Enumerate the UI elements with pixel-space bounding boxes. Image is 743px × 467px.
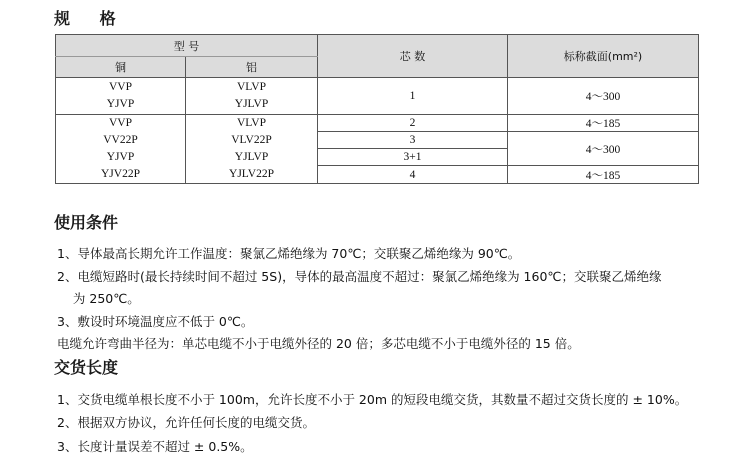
aluminum-model: YJLV22P: [229, 168, 274, 180]
copper-model: VVP: [108, 81, 132, 93]
aluminum-model: VLV22P: [231, 134, 272, 146]
group1-aluminum-cell: [186, 78, 318, 115]
area-value: 4～185: [508, 166, 699, 184]
aluminum-model: YJLVP: [234, 98, 269, 110]
copper-model: YJVP: [106, 151, 135, 163]
cores-value: 2: [318, 115, 508, 132]
copper-model: VV22P: [103, 134, 138, 146]
cores-value: 4: [318, 166, 508, 184]
condition-line: 电缆允许弯曲半径为：单芯电缆不小于电缆外径的 20 倍；多芯电缆不小于电缆外径的 15 倍。: [57, 336, 580, 351]
header-aluminum: 铝: [186, 57, 318, 78]
conditions-section-title: 使用条件: [54, 213, 119, 232]
header-area: 标称截面(mm²): [508, 35, 699, 78]
cores-value: 1: [318, 78, 508, 115]
delivery-line: 3、长度计量误差不超过 ± 0.5%。: [57, 439, 253, 454]
cores-value: 3: [318, 132, 508, 149]
spec-section-title: 规 格: [54, 9, 128, 28]
group1-copper-cell: [56, 78, 186, 115]
spec-table: [55, 34, 699, 184]
group2-copper-cell: [56, 115, 186, 184]
delivery-line: 2、根据双方协议，允许任何长度的电缆交货。: [57, 415, 315, 430]
header-model: 型 号: [56, 35, 318, 57]
aluminum-model: YJLVP: [234, 151, 269, 163]
copper-model: VVP: [108, 117, 132, 129]
condition-line: 1、导体最高长期允许工作温度：聚氯乙烯绝缘为 70℃；交联聚乙烯绝缘为 90℃。: [57, 246, 521, 261]
area-value: 4～300: [508, 78, 699, 115]
area-value: 4～300: [508, 132, 699, 166]
cores-value: 3+1: [318, 149, 508, 166]
aluminum-model: VLVP: [237, 81, 266, 93]
delivery-section-title: 交货长度: [54, 358, 119, 377]
condition-line: 2、电缆短路时(最长持续时间不超过 5S)，导体的最高温度不超过：聚氯乙烯绝缘为 160℃；交联聚乙烯绝缘: [57, 269, 662, 284]
copper-model: YJVP: [106, 98, 135, 110]
header-cores: 芯 数: [318, 35, 508, 78]
group2-aluminum-cell: [186, 115, 318, 184]
condition-line: 3、敷设时环境温度应不低于 0℃。: [57, 314, 254, 329]
aluminum-model: VLVP: [237, 117, 266, 129]
delivery-line: 1、交货电缆单根长度不小于 100m，允许长度不小于 20m 的短段电缆交货，其数量不超过交货长度的 ± 10%。: [57, 392, 688, 407]
condition-line: 为 250℃。: [57, 291, 140, 306]
header-copper: 铜: [56, 57, 186, 78]
copper-model: YJV22P: [101, 168, 140, 180]
area-value: 4～185: [508, 115, 699, 132]
